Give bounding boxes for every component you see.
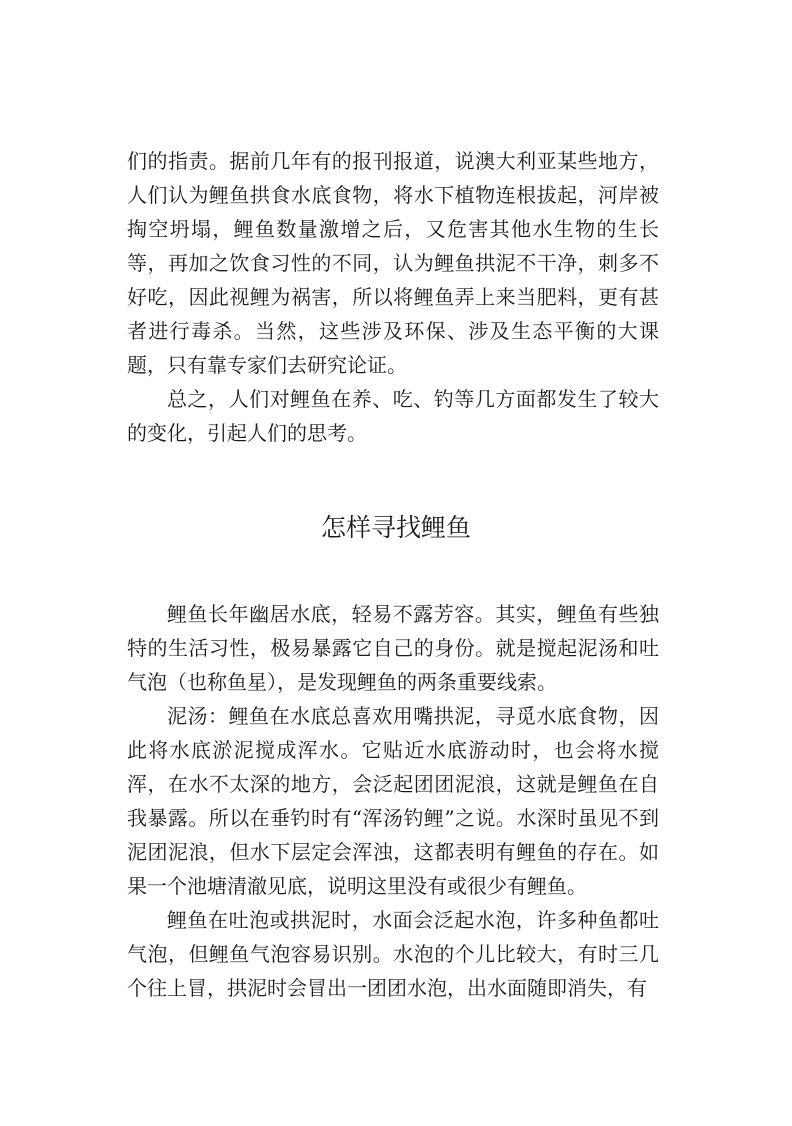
section-heading: 怎样寻找鲤鱼 — [320, 513, 471, 542]
body-paragraph: 泥汤：鲤鱼在水底总喜欢用嘴拱泥，寻觅水底食物，因此将水底淤泥搅成浑水。它贴近水底游动时，也会将水搅浑，在水不太深的地方，会泛起团团泥浪，这就是鲤鱼在自我暴露。所以在垂钓时有“浑汤钓鲤”之说。水深时虽见不到泥团泥浪，但水下层定会浑浊，这都表明有鲤鱼的存在。如果一个池塘清澈见底，说明这里没有或很少有鲤鱼。 — [127, 704, 659, 898]
body-paragraph: 总之，人们对鲤鱼在养、吃、钓等几方面都发生了较大的变化，引起人们的思考。 — [127, 387, 659, 445]
body-paragraph: 们的指责。据前几年有的报刊报道，说澳大利亚某些地方，人们认为鲤鱼拱食水底食物，将水下植物连根拔起，河岸被掏空坍塌，鲤鱼数量激增之后，又危害其他水生物的生长等，再加之饮食习性的不同，认为鲤鱼拱泥不干净，刺多不好吃，因此视鲤为祸害，所以将鲤鱼弄上来当肥料，更有甚者进行毒杀。当然，这些涉及环保、涉及生态平衡的大课题，只有靠专家们去研究论证。 — [127, 149, 659, 377]
body-paragraph: 鲤鱼长年幽居水底，轻易不露芳容。其实，鲤鱼有些独特的生活习性，极易暴露它自己的身份。就是搅起泥汤和吐气泡（也称鱼星），是发现鲤鱼的两条重要线索。 — [127, 602, 659, 694]
body-paragraph: 鲤鱼在吐泡或拱泥时，水面会泛起水泡，许多种鱼都吐气泡，但鲤鱼气泡容易识别。水泡的个儿比较大，有时三几个往上冒，拱泥时会冒出一团团水泡，出水面随即消失，有 — [127, 908, 659, 1000]
section-text-block — [127, 597, 659, 1005]
intro-text-block — [127, 144, 659, 450]
